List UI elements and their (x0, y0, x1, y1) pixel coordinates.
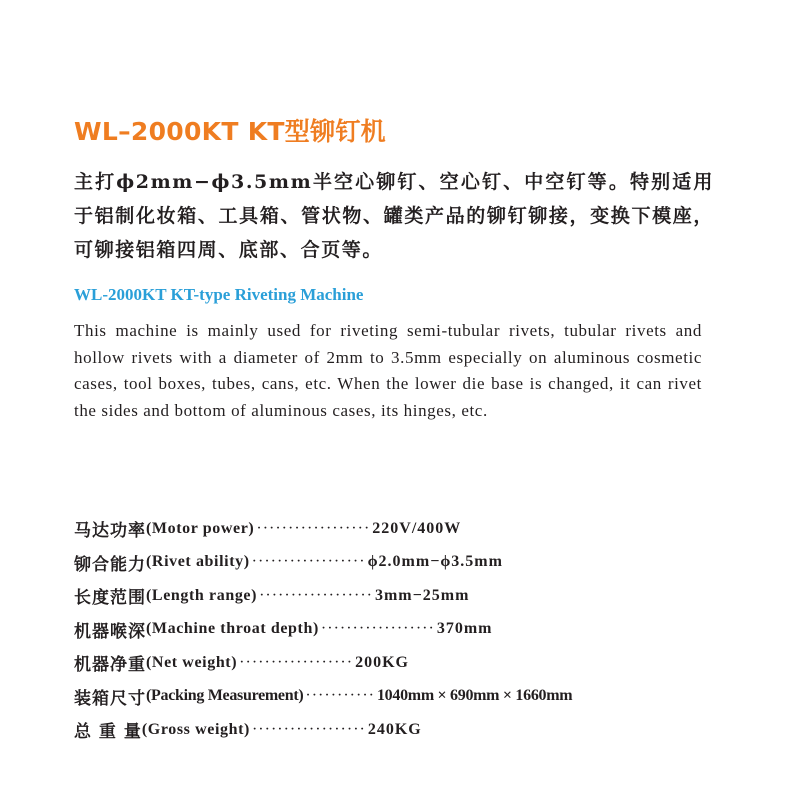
spec-row-machine-throat-depth (74, 613, 572, 647)
spec-row-gross-weight (74, 713, 572, 747)
spec-label-en: (Machine throat depth) (146, 620, 319, 638)
spec-label-en: (Motor power) (146, 519, 255, 537)
spec-label-en: (Net weight) (146, 653, 238, 671)
spec-label-cn: 机器净重 (74, 655, 146, 676)
spec-value: ϕ2.0mm−ϕ3.5mm (367, 553, 503, 571)
product-description-en: This machine is mainly used for riveting semi-tubular rivets, tubular rivets and hollow rivets with a diameter of 2mm to 3.5mm especially on aluminous cosmetic cases, tool boxes, tubes, cans, etc. When the lower die base is changed, it can rivet the sides and bottom of aluminous cases, its hinges, etc. (74, 321, 702, 420)
product-title-cn: WL–2000KT KT型铆钉机 (74, 117, 386, 146)
spec-row-motor-power (74, 512, 572, 546)
spec-value: 370mm (436, 620, 493, 638)
product-description-cn: 主打ϕ2mm−ϕ3.5mm半空心铆钉、空心钉、中空钉等。特别适用于铝制化妆箱、工具箱、管状物、罐类产品的铆钉铆接，变换下模座，可铆接铝箱四周、底部、合页等。 (74, 171, 714, 261)
spec-label-cn: 机器喉深 (74, 621, 146, 642)
spec-leader-dots: ·················· (320, 620, 435, 638)
spec-value: 220V/400W (372, 519, 462, 537)
spec-label-cn: 总 重 量 (74, 722, 142, 743)
spec-leader-dots: ·················· (239, 653, 354, 671)
spec-leader-dots: ·················· (259, 586, 373, 604)
spec-leader-dots: ·················· (256, 519, 371, 537)
spec-value: 200KG (355, 653, 409, 671)
spec-leader-dots: ·················· (251, 553, 366, 571)
spec-value: 1040mm × 690mm × 1660mm (376, 687, 573, 705)
product-title-en: WL-2000KT KT-type Riveting Machine (74, 285, 364, 304)
spec-value: 3mm−25mm (374, 586, 470, 604)
spec-value: 240KG (367, 720, 422, 738)
spec-list (74, 512, 572, 747)
spec-label-cn: 铆合能力 (74, 554, 146, 575)
spec-row-rivet-ability (74, 546, 572, 580)
spec-label-cn: 装箱尺寸 (74, 688, 146, 709)
spec-label-cn: 长度范围 (74, 588, 146, 609)
spec-leader-dots: ·················· (251, 720, 366, 738)
spec-row-net-weight (74, 646, 572, 680)
spec-label-en: (Rivet ability) (146, 553, 250, 571)
spec-label-en: (Packing Measurement) (146, 687, 304, 705)
spec-row-length-range (74, 579, 572, 613)
spec-label-cn: 马达功率 (74, 521, 146, 542)
spec-leader-dots: ··········· (305, 687, 375, 705)
spec-row-packing-measurement (74, 680, 572, 714)
spec-label-en: (Length range) (146, 586, 258, 604)
spec-label-en: (Gross weight) (141, 720, 250, 738)
